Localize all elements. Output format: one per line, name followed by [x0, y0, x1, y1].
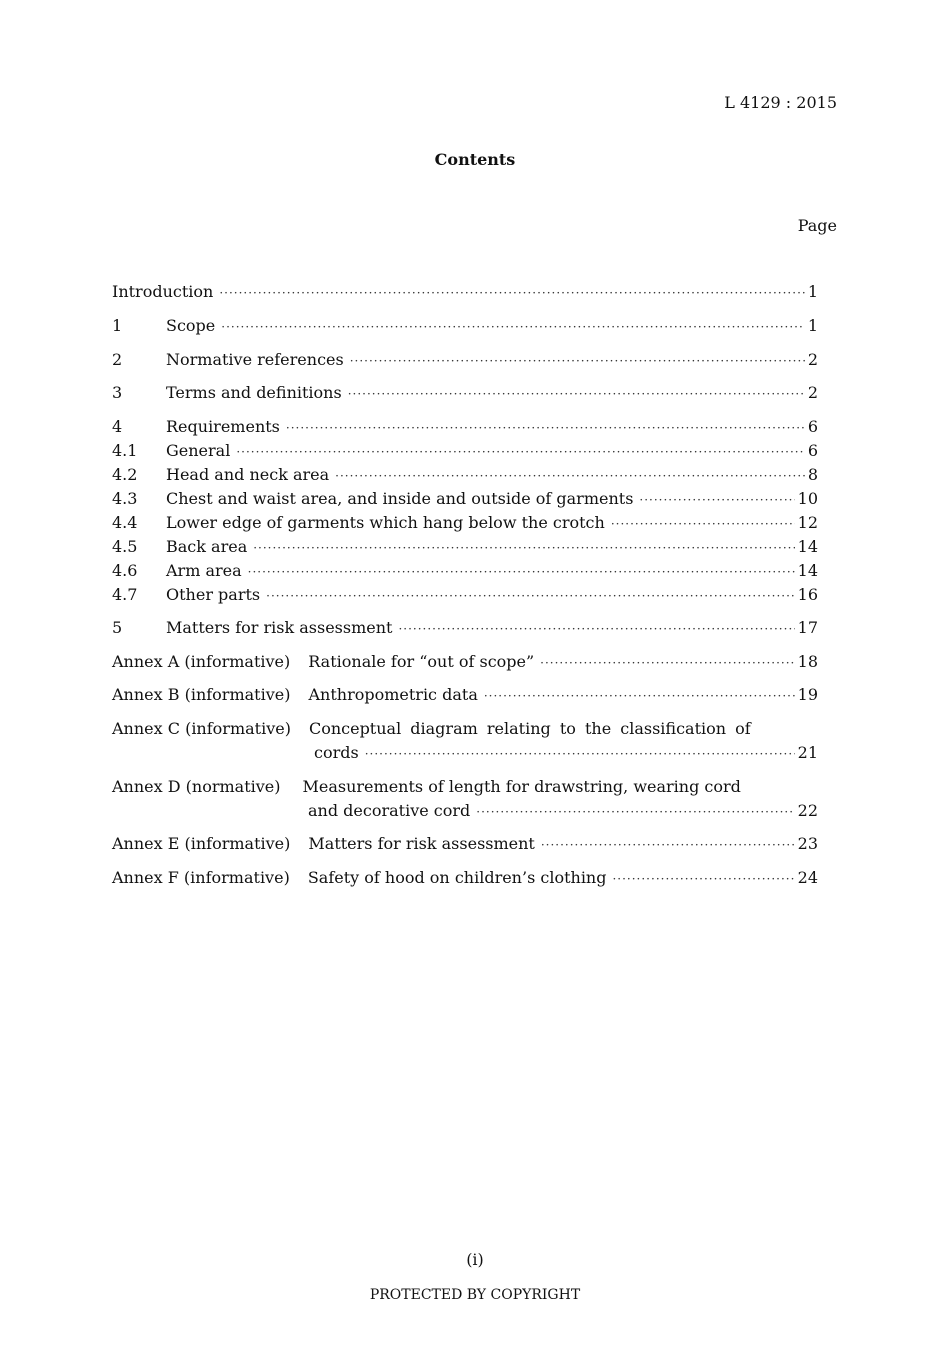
toc-entry[interactable]	[112, 584, 818, 606]
page-column-label: Page	[797, 216, 837, 235]
leader-dots	[639, 489, 794, 511]
page-title: Contents	[434, 150, 516, 169]
toc-entry[interactable]	[112, 488, 818, 510]
toc-title: Normative references	[166, 350, 344, 369]
leader-dots	[484, 685, 795, 707]
toc-title: Other parts	[166, 585, 261, 604]
annex-title: Measurements of length for drawstring, wearing cord	[302, 777, 741, 796]
toc-number: 5	[112, 618, 123, 637]
annex-label: Annex D (normative)	[112, 777, 281, 796]
toc-entry[interactable]	[112, 440, 818, 462]
annex-title-continuation: and decorative cord	[308, 801, 471, 820]
leader-dots	[266, 585, 795, 607]
annex-label: Annex C (informative)	[112, 719, 291, 738]
toc-title: General	[166, 441, 231, 460]
leader-dots	[221, 316, 805, 338]
annex-label: Annex F (informative)	[112, 868, 290, 887]
toc-title: Back area	[166, 537, 248, 556]
toc-page: 22	[797, 801, 818, 820]
toc-entry[interactable]	[112, 315, 818, 337]
toc-page: 19	[797, 685, 818, 704]
toc-page: 10	[797, 489, 818, 508]
toc-title: Head and neck area	[166, 465, 330, 484]
toc-number: 4.3	[112, 489, 138, 508]
toc-entry[interactable]	[112, 536, 818, 558]
toc-title: Lower edge of garments which hang below the crotch	[166, 513, 605, 532]
toc-annex-entry[interactable]	[112, 867, 818, 889]
toc-page: 16	[797, 585, 818, 604]
toc-entry[interactable]	[112, 349, 818, 371]
toc-annex-entry[interactable]	[112, 718, 818, 740]
toc-number: 4.4	[112, 513, 138, 532]
annex-title: Rationale for “out of scope”	[308, 652, 535, 671]
toc-title: Requirements	[166, 417, 280, 436]
leader-dots	[612, 868, 794, 890]
toc-number: 4.7	[112, 585, 138, 604]
toc-page: 14	[797, 561, 818, 580]
document-id: L 4129 : 2015	[724, 93, 837, 112]
toc-page: 18	[797, 652, 818, 671]
toc-page: 23	[797, 834, 818, 853]
toc-number: 4.5	[112, 537, 138, 556]
toc-entry-introduction[interactable]	[112, 281, 818, 303]
toc-annex-entry-continuation[interactable]	[112, 800, 818, 822]
toc-page: 14	[797, 537, 818, 556]
toc-page: 24	[797, 868, 818, 887]
toc-annex-entry[interactable]	[112, 651, 818, 673]
toc-page: 1	[807, 316, 818, 335]
toc-entry[interactable]	[112, 617, 818, 639]
toc-title: Introduction	[112, 282, 214, 301]
leader-dots	[611, 513, 795, 535]
toc-entry[interactable]	[112, 560, 818, 582]
toc-number: 4	[112, 417, 123, 436]
toc-title: Matters for risk assessment	[166, 618, 393, 637]
toc-title: Arm area	[166, 561, 242, 580]
annex-title: Anthropometric data	[308, 685, 478, 704]
toc-title: Chest and waist area, and inside and outside of garments	[166, 489, 634, 508]
toc-title: Scope	[166, 316, 216, 335]
toc-page: 6	[807, 441, 818, 460]
toc-page: 21	[797, 743, 818, 762]
toc-entry[interactable]	[112, 512, 818, 534]
toc-number: 1	[112, 316, 123, 335]
leader-dots	[253, 537, 794, 559]
toc-annex-entry[interactable]	[112, 684, 818, 706]
leader-dots	[248, 561, 795, 583]
toc-number: 3	[112, 383, 123, 402]
toc-annex-entry[interactable]	[112, 776, 818, 798]
leader-dots	[236, 441, 804, 463]
annex-title: Conceptual diagram relating to the classification of	[308, 719, 751, 738]
toc-title: Terms and definitions	[166, 383, 342, 402]
toc-number: 2	[112, 350, 123, 369]
leader-dots	[348, 383, 805, 405]
toc-entry[interactable]	[112, 416, 818, 438]
leader-dots	[398, 618, 794, 640]
toc-number: 4.6	[112, 561, 138, 580]
leader-dots	[350, 350, 805, 372]
annex-label: Annex A (informative)	[112, 652, 291, 671]
toc-page: 1	[807, 282, 818, 301]
annex-label: Annex E (informative)	[112, 834, 291, 853]
leader-dots	[286, 417, 805, 439]
annex-title: Matters for risk assessment	[308, 834, 535, 853]
toc-page: 6	[807, 417, 818, 436]
toc-number: 4.2	[112, 465, 138, 484]
leader-dots	[541, 834, 795, 856]
toc-page: 12	[797, 513, 818, 532]
toc-annex-entry-continuation[interactable]	[112, 742, 818, 764]
toc-entry[interactable]	[112, 464, 818, 486]
leader-dots	[540, 652, 794, 674]
toc-number: 4.1	[112, 441, 138, 460]
toc-page: 2	[807, 350, 818, 369]
annex-label: Annex B (informative)	[112, 685, 291, 704]
leader-dots	[365, 743, 795, 765]
toc-entry[interactable]	[112, 382, 818, 404]
annex-title: Safety of hood on children’s clothing	[307, 868, 607, 887]
toc-page: 2	[807, 383, 818, 402]
page-number: (i)	[466, 1250, 484, 1269]
leader-dots	[219, 282, 804, 304]
leader-dots	[476, 801, 794, 823]
toc-annex-entry[interactable]	[112, 833, 818, 855]
toc-page: 8	[807, 465, 818, 484]
toc-page: 17	[797, 618, 818, 637]
annex-title-continuation: cords	[314, 743, 359, 762]
leader-dots	[335, 465, 805, 487]
copyright-notice: PROTECTED BY COPYRIGHT	[369, 1287, 581, 1303]
